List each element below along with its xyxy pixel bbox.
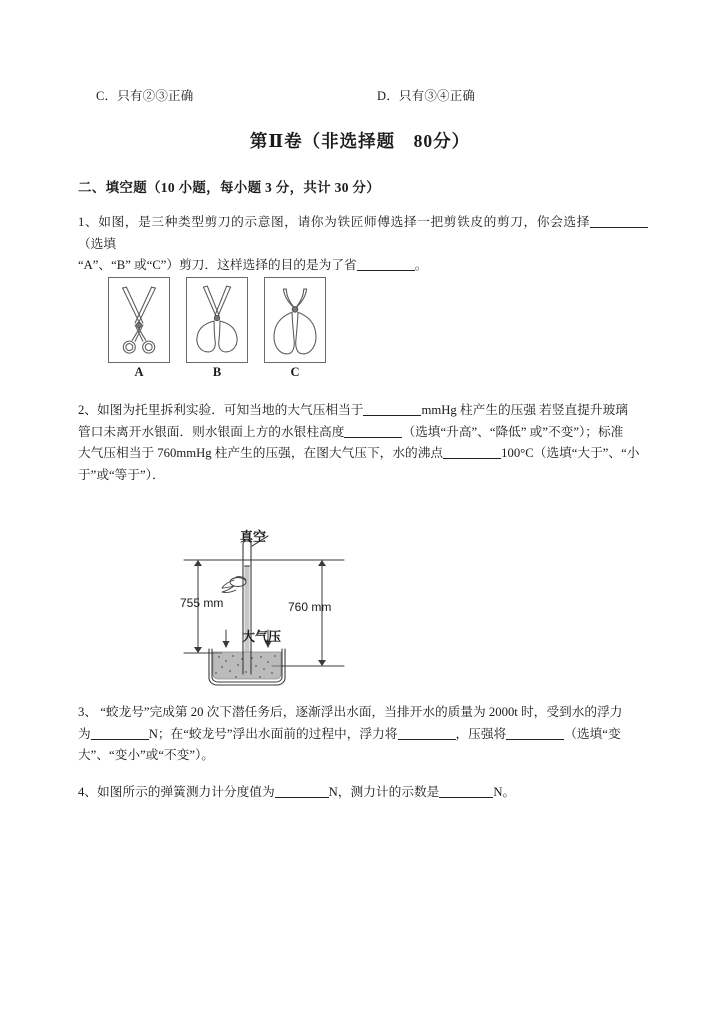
question-3-line-1: [78, 702, 648, 724]
q3-text-a: 3、 “蛟龙号”完成第 20 次下潜任务后，逐渐浮出水面，当排开水的质量为 2000t 时，受到水的浮力: [78, 705, 623, 719]
question-2-line-3: [78, 443, 648, 465]
question-2: [78, 400, 648, 486]
q3-text-c: N；在“蛟龙号”浮出水面前的过程中，浮力将: [148, 726, 398, 741]
q4-blank-1[interactable]: [275, 784, 329, 798]
question-2-line-2: [78, 422, 648, 444]
q2-text-f: 100°C（选填“大于”、“小: [501, 446, 640, 460]
q1-text-a: 1、如图，是三种类型剪刀的示意图，请你为铁匠师傅选择一把剪铁皮的剪刀，你会选择: [78, 215, 590, 229]
scissors-box-b: [186, 277, 248, 363]
q2-blank-3[interactable]: [443, 445, 501, 459]
q2-blank-1[interactable]: [363, 402, 421, 416]
question-2-line-1: [78, 400, 648, 422]
scissors-caption-c: C: [290, 365, 300, 379]
question-1-line-1: [78, 212, 648, 255]
q1-text-b: （选填: [78, 236, 117, 251]
q4-blank-2[interactable]: [439, 784, 493, 798]
q3-text-e: （选填“变: [564, 726, 621, 741]
q2-text-d: （选填“升高”、“降低” 或”不变”）；标准: [402, 424, 624, 439]
question-1: [78, 212, 648, 277]
q2-text-e: 大气压相当于 760mmHg 柱产生的压强，在图大气压下，水的沸点: [78, 446, 444, 460]
scissors-caption-a: A: [134, 365, 144, 379]
choice-row: [72, 86, 648, 106]
section-title: 第Ⅱ卷（非选择题 80分）: [249, 131, 471, 151]
part-heading: 二、填空题（10 小题，每小题 3 分，共计 30 分）: [78, 180, 381, 195]
scissors-a-icon: [109, 278, 169, 362]
q2-text-c: 管口未离开水银面．则水银面上方的水银柱高度: [78, 424, 345, 439]
figure-scissors: [108, 277, 348, 389]
q2-blank-2[interactable]: [344, 424, 402, 438]
question-3: [78, 702, 648, 767]
question-2-line-4: [78, 465, 648, 487]
barometer-label-vacuum: 真空: [240, 529, 267, 544]
scissors-box-a: [108, 277, 170, 363]
q3-text-f: 大”、“变小”或“不变”）。: [78, 748, 214, 762]
q3-blank-2[interactable]: [398, 726, 456, 740]
q2-text-a: 2、如图为托里拆利实验．可知当地的大气压相当于: [78, 403, 364, 417]
q3-blank-3[interactable]: [506, 726, 564, 740]
q3-text-d: ，压强将: [455, 726, 507, 741]
q4-text-c: N。: [493, 785, 516, 799]
scissors-caption-b: B: [212, 365, 222, 379]
choice-option-d[interactable]: D．只有③④正确: [377, 89, 476, 103]
scissors-c-icon: [265, 278, 325, 362]
q3-blank-1[interactable]: [91, 726, 149, 740]
scissors-b-icon: [187, 278, 247, 362]
question-3-line-3: [78, 745, 648, 767]
barometer-label-755mm: 755 mm: [180, 596, 224, 610]
figure-barometer: [176, 522, 436, 692]
question-3-line-2: [78, 724, 648, 746]
scissors-box-c: [264, 277, 326, 363]
q4-text-b: N，测力计的示数是: [328, 785, 440, 799]
q3-text-b: 为: [78, 726, 91, 741]
choice-option-c[interactable]: C．只有②③正确: [96, 89, 194, 103]
question-4-line-1: [78, 782, 648, 804]
q4-text-a: 4、如图所示的弹簧测力计分度值为: [78, 785, 275, 799]
barometer-label-760mm: 760 mm: [288, 600, 332, 614]
question-1-line-2: [78, 255, 648, 277]
barometer-label-atmospheric-pressure: 大气压: [242, 629, 282, 644]
q1-blank-1[interactable]: [590, 214, 648, 228]
q1-text-c: “A”、“B” 或“C”）剪刀．这样选择的目的是为了省: [78, 258, 357, 272]
question-4: [78, 782, 648, 804]
q2-text-b: mmHg 柱产生的压强 若竖直提升玻璃: [421, 403, 628, 417]
q2-text-g: 于”或“等于”）．: [78, 467, 165, 482]
q1-blank-2[interactable]: [357, 257, 415, 271]
q1-text-d: 。: [414, 258, 428, 272]
